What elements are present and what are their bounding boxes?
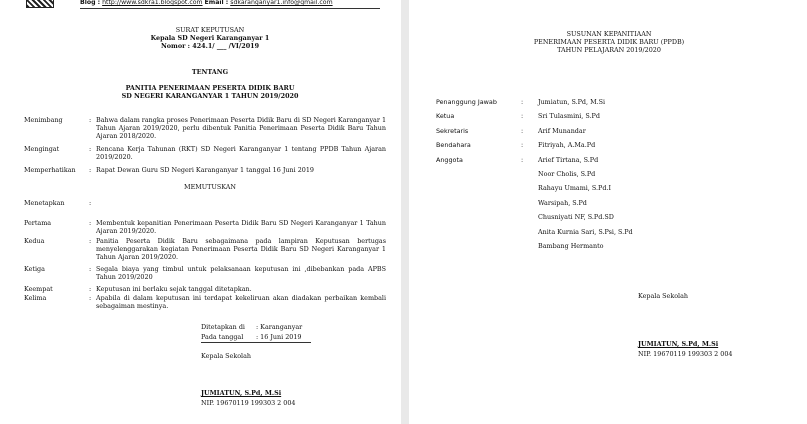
committee-name: Fitriyah, A.Ma.Pd — [538, 141, 596, 150]
decision-label: Kelima — [24, 294, 47, 302]
decision-colon: : — [89, 219, 92, 227]
signer-role: Kepala Sekolah — [638, 292, 689, 300]
committee-names — [538, 95, 633, 253]
blog-label: Blog : — [80, 0, 101, 6]
decision-label: Kedua — [24, 237, 45, 245]
committee-name: Arief Tirtana, S.Pd — [538, 155, 599, 164]
committee-page — [409, 0, 807, 424]
committee-member: Rahayu Umami, S.Pd.I — [538, 184, 612, 193]
decree-page — [0, 0, 401, 424]
committee-colon: : — [521, 126, 524, 135]
decision-label: Menetapkan — [24, 199, 65, 207]
committee-member: Chusniyati NF, S.Pd.SD — [538, 213, 614, 222]
committee-role: Anggota — [436, 155, 463, 164]
committee-member: Anita Kurnia Sari, S.Psi, S.Pd — [538, 227, 633, 236]
committee-member: Warsipah, S.Pd — [538, 198, 587, 207]
consideration-text: Bahwa dalam rangka proses Penerimaan Peserta Didik Baru di SD Negeri Karanganyar 1 Tahun Ajaran 2019/2020, perlu dibentuk Panitia Penerimaan Peserta Didik Baru Tahun Ajaran 2018/2020. — [96, 116, 387, 141]
about-heading: TENTANG — [191, 68, 229, 76]
about-subject — [80, 84, 340, 100]
decision-label: Ketiga — [24, 265, 45, 273]
committee-role: Sekretaris — [436, 126, 469, 135]
decision-colon: : — [89, 265, 92, 273]
about-line1: PANITIA PENERIMAAN PESERTA DIDIK BARU — [125, 84, 295, 92]
committee-title-line3: TAHUN PELAJARAN 2019/2020 — [557, 46, 661, 55]
consideration-label: Mengingat — [24, 145, 60, 153]
consideration-colon: : — [89, 166, 92, 174]
decree-number: Nomor : 424.1/ ___ /VI/2019 — [160, 42, 260, 51]
decision-label: Keempat — [24, 285, 53, 293]
committee-role: Penanggung Jawab — [436, 98, 497, 106]
consideration-label: Memperhatikan — [24, 166, 76, 174]
committee-colon: : — [521, 112, 524, 121]
set-at-value: : Karanganyar — [256, 323, 303, 331]
decision-text: Membentuk kepanitian Penerimaan Peserta Didik Baru SD Negeri Karanganyar 1 Tahun Ajaran 2019/2020. — [96, 219, 386, 236]
decision-colon: : — [89, 237, 92, 245]
committee-name: Sri Tulasmini, S.Pd — [538, 112, 600, 121]
decree-title-line1: SURAT KEPUTUSAN — [175, 26, 245, 34]
decision-text: Apabila di dalam keputusan ini terdapat kekeliruan akan diadakan perbaikan kembali sebagaiman mestinya. — [96, 294, 386, 311]
decision-text: Panitia Peserta Didik Baru sebagaimana pada lampiran Keputusan bertugas menyelenggarakan kegiatan Penerimaan Peserta Didik Baru SD Negeri Karanganyar 1 Tahun Ajaran 2019/2020. — [96, 237, 386, 262]
committee-colon: : — [521, 98, 524, 106]
date-value: : 16 Juni 2019 — [256, 333, 302, 341]
consideration-text: Rencana Kerja Tahunan (RKT) SD Negeri Karanganyar 1 tentang PPDB Tahun Ajaran 2019/2020. — [96, 145, 386, 162]
committee-title — [509, 30, 709, 55]
committee-name: Jumiatun, S.Pd, M.Si — [538, 98, 606, 106]
signer-name: JUMIATUN, S.Pd, M.Si — [201, 389, 282, 397]
set-at-label: Ditetapkan di — [201, 323, 245, 331]
decision-colon: : — [89, 285, 92, 293]
committee-colon: : — [521, 141, 524, 150]
consideration-colon: : — [89, 145, 92, 153]
letterhead-contact — [80, 0, 333, 7]
decision-label: Pertama — [24, 219, 52, 227]
consideration-label: Menimbang — [24, 116, 63, 124]
about-line2: SD NEGERI KARANGANYAR 1 TAHUN 2019/2020 — [121, 92, 299, 101]
email-label: Email : — [204, 0, 229, 6]
decision-text: Keputusan ini berlaku sejak tanggal ditetapkan. — [96, 285, 252, 293]
blog-link[interactable]: http://www.sdkra1.blogspot.com — [102, 0, 203, 6]
committee-colon: : — [521, 155, 524, 164]
letterhead-divider — [80, 8, 380, 9]
signer-nip: NIP. 19670119 199303 2 004 — [201, 399, 296, 407]
decree-title — [150, 26, 270, 51]
decision-text: Segala biaya yang timbul untuk pelaksanaan keputusan ini ,dibebankan pada APBS Tahun 2019/2020 — [96, 265, 386, 282]
committee-role: Ketua — [436, 112, 455, 121]
signer-role: Kepala Sekolah — [201, 352, 252, 360]
committee-member: Bambang Hermanto — [538, 242, 604, 251]
date-label: Pada tanggal — [201, 333, 244, 341]
signer-name: JUMIATUN, S.Pd, M.Si — [638, 340, 719, 348]
decree-issuer: Kepala SD Negeri Karanganyar 1 — [150, 34, 270, 43]
consideration-text: Rapat Dewan Guru SD Negeri Karanganyar 1 tanggal 16 Juni 2019 — [96, 166, 314, 174]
decide-heading: MEMUTUSKAN — [184, 183, 236, 191]
committee-roles — [436, 95, 497, 167]
decision-colon: : — [89, 294, 92, 302]
committee-title-line2: PENERIMAAN PESERTA DIDIK BARU (PPDB) — [533, 38, 685, 47]
signer-nip: NIP. 19670119 199303 2 004 — [638, 350, 733, 358]
email-link[interactable]: sdkaranganyar1.info@gmail.com — [230, 0, 333, 6]
decision-colon: : — [89, 199, 92, 207]
consideration-colon: : — [89, 116, 92, 124]
committee-member: Noor Cholis, S.Pd — [538, 170, 596, 179]
committee-title-line1: SUSUNAN KEPANITIAAN — [566, 30, 652, 38]
committee-role: Bendahara — [436, 141, 471, 150]
school-logo-icon — [26, 0, 54, 8]
date-underline — [201, 342, 311, 343]
committee-colons — [521, 95, 523, 167]
committee-name: Arif Munandar — [538, 126, 586, 135]
